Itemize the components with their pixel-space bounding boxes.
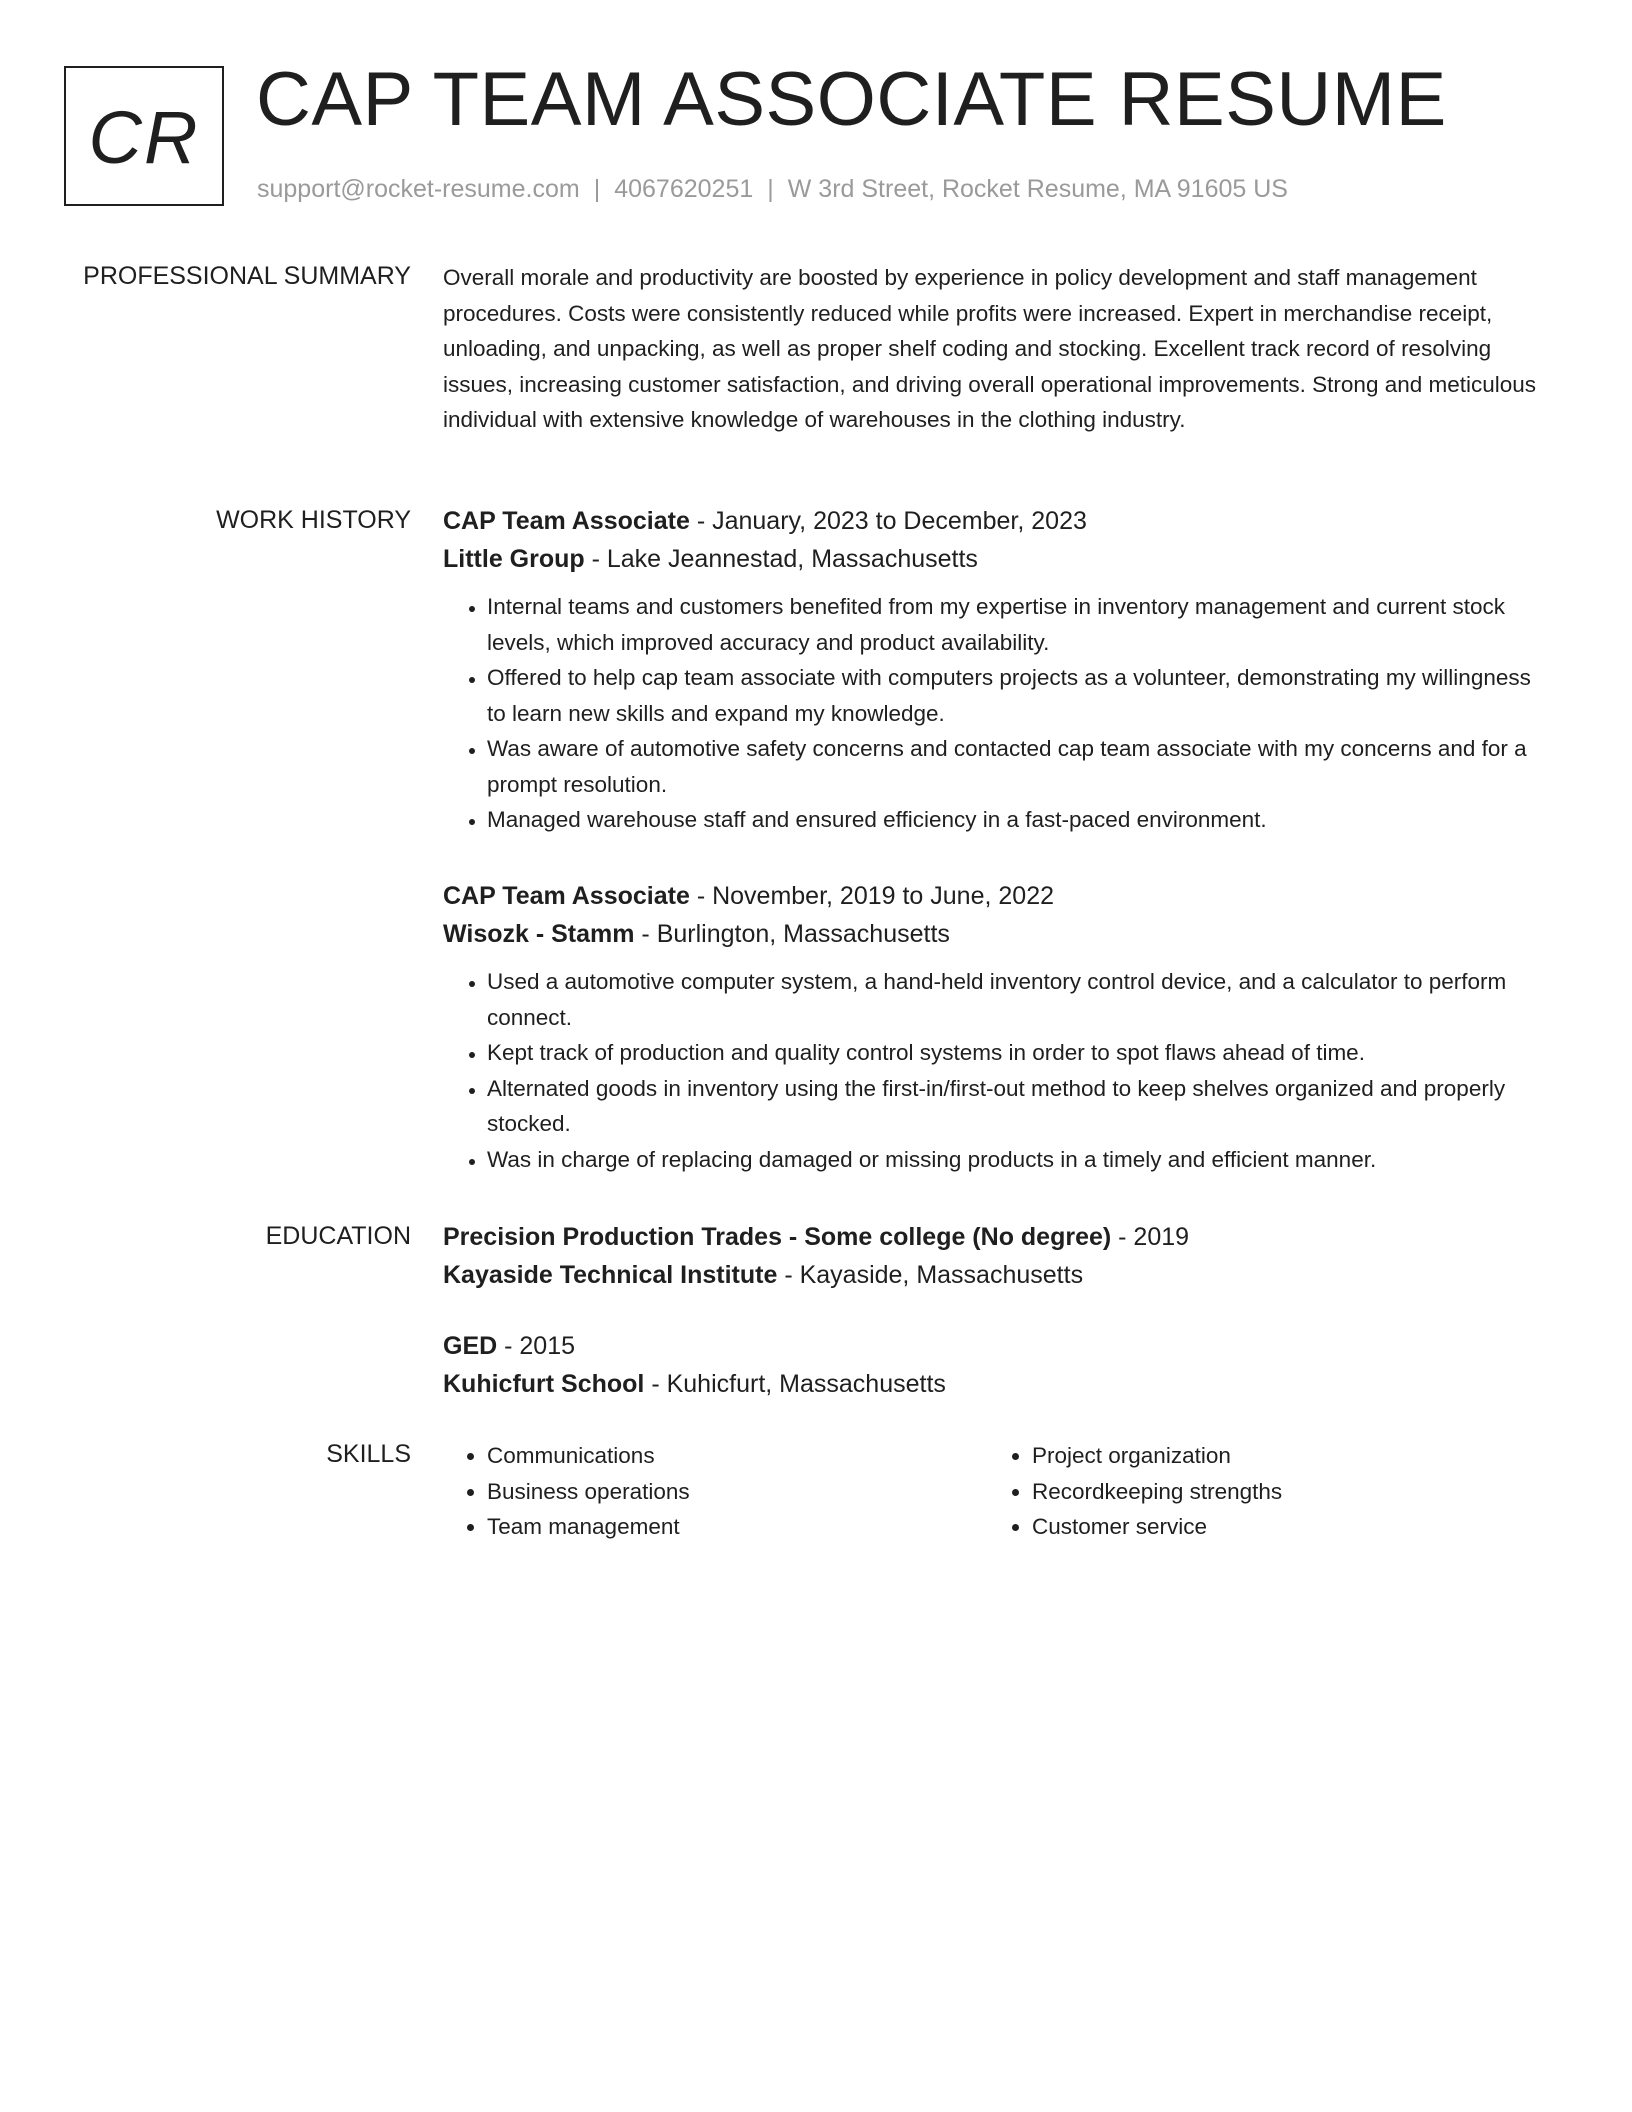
job-bullet: • Used a automotive computer system, a hand-held inventory control device, and a calculator to perform connect. [487,964,1555,1035]
contact-separator: | [767,175,774,203]
education-location: - Kayaside, Massachusetts [777,1261,1084,1289]
skills-column-right [988,1438,1533,1545]
education-label: EDUCATION [265,1222,411,1250]
education-school: Kuhicfurt School [443,1370,645,1398]
skill-item: • Business operations [487,1474,988,1510]
skills-body [443,1438,1555,1545]
job-entry [443,877,1555,1177]
skill-item: • Project organization [1032,1438,1533,1474]
contact-email: support@rocket-resume.com [257,175,580,203]
job-title-line [443,502,1555,540]
job-bullet: • Managed warehouse staff and ensured efficiency in a fast-paced environment. [487,802,1555,838]
job-company-line [443,915,1555,953]
skills-column-left [443,1438,988,1545]
job-bullet: • Was in charge of replacing damaged or missing products in a timely and efficient manner. [487,1142,1555,1178]
education-location: - Kuhicfurt, Massachusetts [644,1370,946,1398]
skill-item: • Customer service [1032,1509,1533,1545]
summary-label: PROFESSIONAL SUMMARY [83,262,411,290]
monogram-initials: CR [88,95,200,179]
job-location: - Burlington, Massachusetts [634,920,950,948]
job-bullets [443,589,1555,838]
education-year: - 2015 [497,1332,576,1360]
work-history-body [443,502,1555,1172]
education-degree: Precision Production Trades - Some college (No degree) [443,1223,1112,1251]
contact-phone: 4067620251 [614,175,754,203]
education-entry [443,1218,1555,1294]
work-history-label: WORK HISTORY [216,506,411,534]
skills-columns [443,1438,1555,1545]
job-title-line [443,877,1555,915]
job-company-line [443,540,1555,578]
skill-item: • Recordkeeping strengths [1032,1474,1533,1510]
job-entry [443,502,1555,838]
skills-label: SKILLS [326,1440,411,1468]
contact-separator: | [593,175,601,203]
job-bullet: • Alternated goods in inventory using the first-in/first-out method to keep shelves organized and properly stocked. [487,1071,1555,1142]
contact-line [257,172,1288,206]
skills-list [988,1438,1533,1545]
job-bullets [443,964,1555,1177]
education-school-line [443,1365,1555,1403]
job-bullet: • Internal teams and customers benefited from my expertise in inventory management and current stock levels, which improved accuracy and product availability. [487,589,1555,660]
job-bullet: • Kept track of production and quality control systems in order to spot flaws ahead of time. [487,1035,1555,1071]
skill-item: • Team management [487,1509,988,1545]
job-company: Little Group [443,545,585,573]
education-degree-line [443,1218,1555,1256]
contact-address: W 3rd Street, Rocket Resume, MA 91605 US [787,175,1288,203]
monogram-box [64,66,224,206]
skill-item: • Communications [487,1438,988,1474]
summary-text: Overall morale and productivity are boosted by experience in policy development and staff management procedures. Costs were consistently reduced while profits were increased. Expert in merchandise receipt, unloading, and unpacking, as well as proper shelf coding and stocking. Excellent track record of resolving issues, increasing customer satisfaction, and driving overall operational improvements. Strong and meticulous individual with extensive knowledge of warehouses in the clothing industry. [443,265,1537,432]
job-bullet: • Was aware of automotive safety concerns and contacted cap team associate with my concerns and for a prompt resolution. [487,731,1555,802]
job-dates: - January, 2023 to December, 2023 [689,507,1087,535]
job-company: Wisozk - Stamm [443,920,635,948]
education-year: - 2019 [1111,1223,1190,1251]
education-body [443,1218,1555,1398]
education-entry [443,1327,1555,1403]
education-school: Kayaside Technical Institute [443,1261,778,1289]
education-degree: GED [443,1332,498,1360]
skills-list [443,1438,988,1545]
job-title: CAP Team Associate [443,507,690,535]
education-school-line [443,1256,1555,1294]
education-degree-line [443,1327,1555,1365]
job-title: CAP Team Associate [443,882,690,910]
job-dates: - November, 2019 to June, 2022 [689,882,1054,910]
summary-body [443,258,1555,438]
resume-title: CAP TEAM ASSOCIATE RESUME [256,57,1447,142]
job-location: - Lake Jeannestad, Massachusetts [584,545,978,573]
job-bullet: • Offered to help cap team associate with computers projects as a volunteer, demonstrating my willingness to learn new skills and expand my knowledge. [487,660,1555,731]
